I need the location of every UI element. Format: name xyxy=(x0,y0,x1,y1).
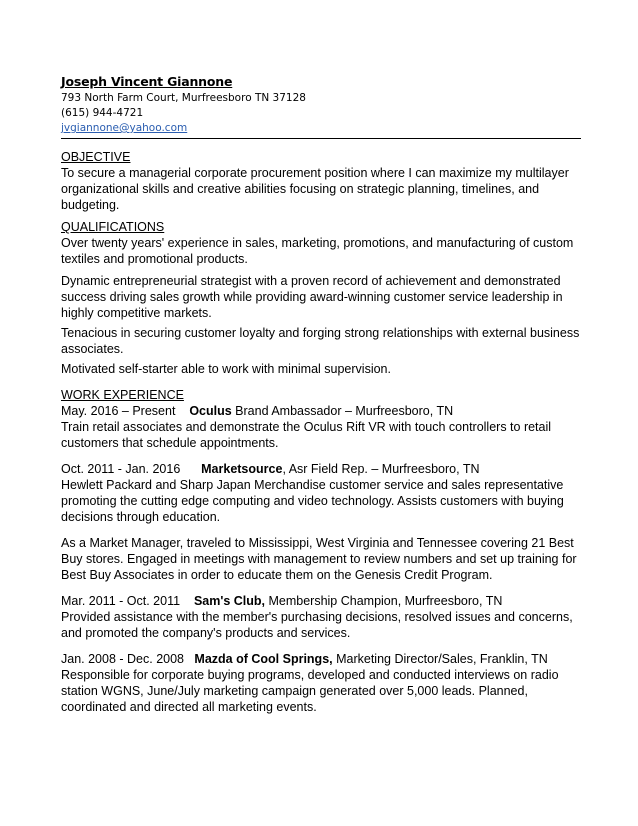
job-role: Brand Ambassador – Murfreesboro, TN xyxy=(231,404,454,418)
job-description: Responsible for corporate buying programs, developed and conducted interviews on radio station WGNS, June/July marketing campaign generated over 5,000 leads. Planned, coordinated and directed all marketing events. xyxy=(61,668,559,714)
qualification-item: Dynamic entrepreneurial strategist with a proven record of achievement and demonstrated success driving sales growth while providing award-winning customer service leadership in highly competitive markets. xyxy=(61,274,563,320)
job-dates: May. 2016 – Present xyxy=(61,404,176,418)
job-role: Marketing Director/Sales, Franklin, TN xyxy=(332,652,548,666)
qualification-item: Motivated self-starter able to work with minimal supervision. xyxy=(61,362,391,376)
phone: (615) 944-4721 xyxy=(61,107,144,119)
job-description: As a Market Manager, traveled to Mississippi, West Virginia and Tennessee covering 21 Best Buy stores. Engaged in meetings with management to review numbers and set up training for Best Buy Associates in order to educate them on the Genesis Credit Program. xyxy=(61,536,577,582)
job-header xyxy=(61,461,581,477)
job-dates: Mar. 2011 - Oct. 2011 xyxy=(61,594,181,608)
work-experience-heading: WORK EXPERIENCE xyxy=(61,388,184,402)
job-company: Oculus xyxy=(189,404,232,418)
candidate-name: Joseph Vincent Giannone xyxy=(61,74,233,89)
job-company: Marketsource xyxy=(201,462,283,476)
email-link[interactable]: jvgiannone@yahoo.com xyxy=(61,122,188,134)
address: 793 North Farm Court, Murfreesboro TN 37128 xyxy=(61,92,306,104)
job-description: Train retail associates and demonstrate the Oculus Rift VR with touch controllers to retail customers that schedule appointments. xyxy=(61,420,552,450)
qualifications-heading: QUALIFICATIONS xyxy=(61,220,165,234)
job-description: Provided assistance with the member's purchasing decisions, resolved issues and concerns, and promoted the company's products and services. xyxy=(61,610,573,640)
resume-page xyxy=(61,72,581,715)
job-company: Mazda of Cool Springs, xyxy=(194,652,333,666)
job-role: , Asr Field Rep. – Murfreesboro, TN xyxy=(282,462,480,476)
job-role: Membership Champion, Murfreesboro, TN xyxy=(265,594,503,608)
job-header xyxy=(61,403,581,419)
job-header xyxy=(61,593,581,609)
qualification-item: Over twenty years' experience in sales, marketing, promotions, and manufacturing of custom textiles and promotional products. xyxy=(61,236,574,266)
qualification-item: Tenacious in securing customer loyalty and forging strong relationships with external business associates. xyxy=(61,326,580,356)
job-dates: Oct. 2011 - Jan. 2016 xyxy=(61,462,181,476)
job-description: Hewlett Packard and Sharp Japan Merchandise customer service and sales representative promoting the cutting edge computing and video technology. Assists customers with buying decisions through education. xyxy=(61,478,564,524)
job-dates: Jan. 2008 - Dec. 2008 xyxy=(61,652,184,666)
objective-text: To secure a managerial corporate procurement position where I can maximize my multilayer organizational skills and creative abilities focusing on strategic planning, timelines, and budgeting. xyxy=(61,166,569,212)
job-company: Sam's Club, xyxy=(193,594,265,608)
objective-heading: OBJECTIVE xyxy=(61,150,131,164)
job-header xyxy=(61,651,581,667)
